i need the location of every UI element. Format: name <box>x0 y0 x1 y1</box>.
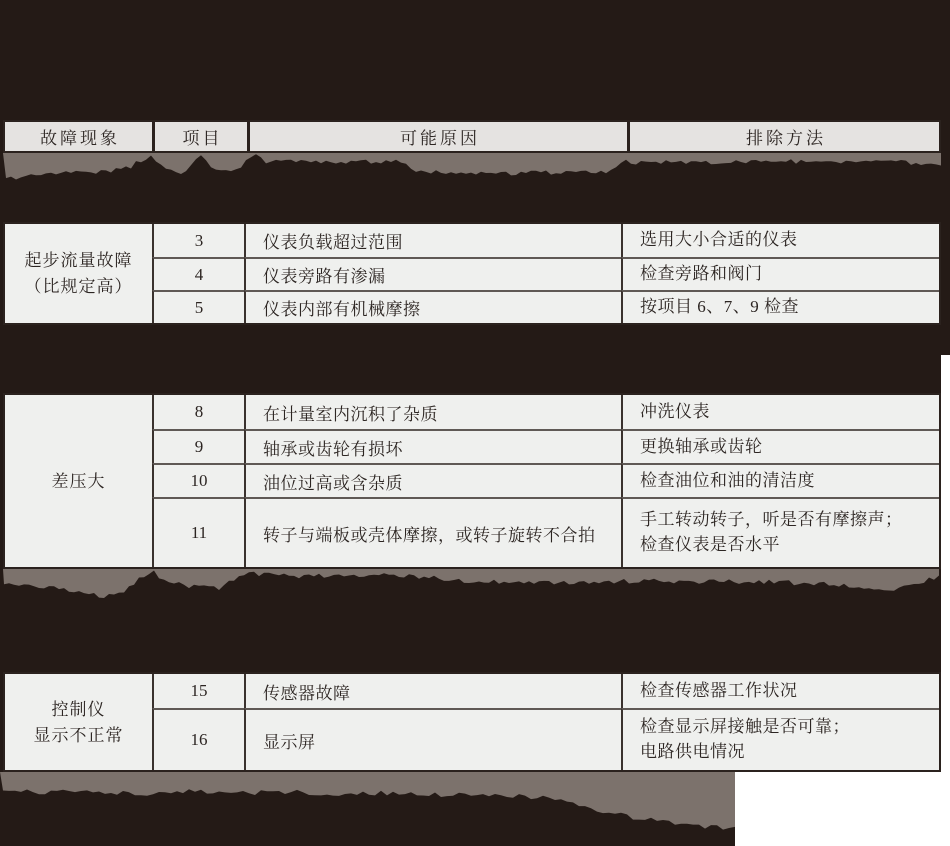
cause-cell: 转子与端板或壳体摩擦，或转子旋转不合拍 <box>244 497 621 567</box>
paper-corner-bottom-right <box>735 772 950 846</box>
cause-cell: 传感器故障 <box>244 674 621 708</box>
remedy-line: 电路供电情况 <box>640 742 745 761</box>
fault-section-startup-flow <box>3 222 941 325</box>
torn-paper-strip-bottom <box>0 772 735 846</box>
remedy-cell <box>621 708 939 770</box>
remedy-cell <box>621 463 939 497</box>
header-cell-item: 项目 <box>155 122 247 151</box>
fault-table-header-row <box>3 120 941 153</box>
remedy-cell <box>621 257 939 290</box>
phenomenon-cell <box>5 224 152 323</box>
item-number: 4 <box>152 257 244 290</box>
cause-cell: 仪表内部有机械摩擦 <box>244 290 621 323</box>
remedy-line: 检查旁路和阀门 <box>640 264 763 284</box>
item-number: 8 <box>152 395 244 429</box>
remedy-cell <box>621 290 939 323</box>
remedy-line: 冲洗仪表 <box>640 401 710 421</box>
cause-cell: 显示屏 <box>244 708 621 770</box>
cause-cell: 油位过高或含杂质 <box>244 463 621 497</box>
item-number: 3 <box>152 224 244 257</box>
cause-cell: 轴承或齿轮有损坏 <box>244 429 621 463</box>
remedy-cell <box>621 429 939 463</box>
remedy-line: 检查显示屏接触是否可靠； <box>640 717 850 737</box>
remedy-line: 检查油位和油的清洁度 <box>640 470 815 490</box>
cause-cell: 仪表负载超过范围 <box>244 224 621 257</box>
cause-cell: 仪表旁路有渗漏 <box>244 257 621 290</box>
phenomenon-line: （比规定高） <box>24 277 133 296</box>
remedy-line: 手工转动转子，听是否有摩擦声； <box>640 510 903 530</box>
remedy-cell <box>621 395 939 429</box>
remedy-line: 更换轴承或齿轮 <box>640 436 763 456</box>
phenomenon-cell <box>5 395 152 567</box>
remedy-line: 检查传感器工作状况 <box>640 680 798 700</box>
header-cell-phenomenon: 故障现象 <box>5 122 152 151</box>
item-number: 11 <box>152 497 244 567</box>
remedy-cell <box>621 674 939 708</box>
phenomenon-cell <box>5 674 152 770</box>
item-number: 5 <box>152 290 244 323</box>
remedy-cell <box>621 224 939 257</box>
header-cell-remedy: 排除方法 <box>630 122 939 151</box>
item-number: 15 <box>152 674 244 708</box>
phenomenon-line: 显示不正常 <box>33 725 124 745</box>
item-number: 9 <box>152 429 244 463</box>
item-number: 10 <box>152 463 244 497</box>
item-number: 16 <box>152 708 244 770</box>
torn-paper-strip-middle <box>3 569 939 609</box>
remedy-line: 检查仪表是否水平 <box>640 535 780 554</box>
fault-section-controller-display <box>3 672 941 772</box>
remedy-line: 按项目 6、7、9 检查 <box>640 297 799 317</box>
remedy-cell <box>621 497 939 567</box>
phenomenon-line: 起步流量故障 <box>24 251 133 270</box>
torn-paper-strip-top <box>3 153 941 187</box>
cause-cell: 在计量室内沉积了杂质 <box>244 395 621 429</box>
header-cell-cause: 可能原因 <box>250 122 627 151</box>
remedy-line: 选用大小合适的仪表 <box>640 230 798 250</box>
phenomenon-line: 控制仪 <box>51 699 106 719</box>
phenomenon-line: 差压大 <box>51 471 106 491</box>
fault-section-differential-pressure <box>3 393 941 569</box>
